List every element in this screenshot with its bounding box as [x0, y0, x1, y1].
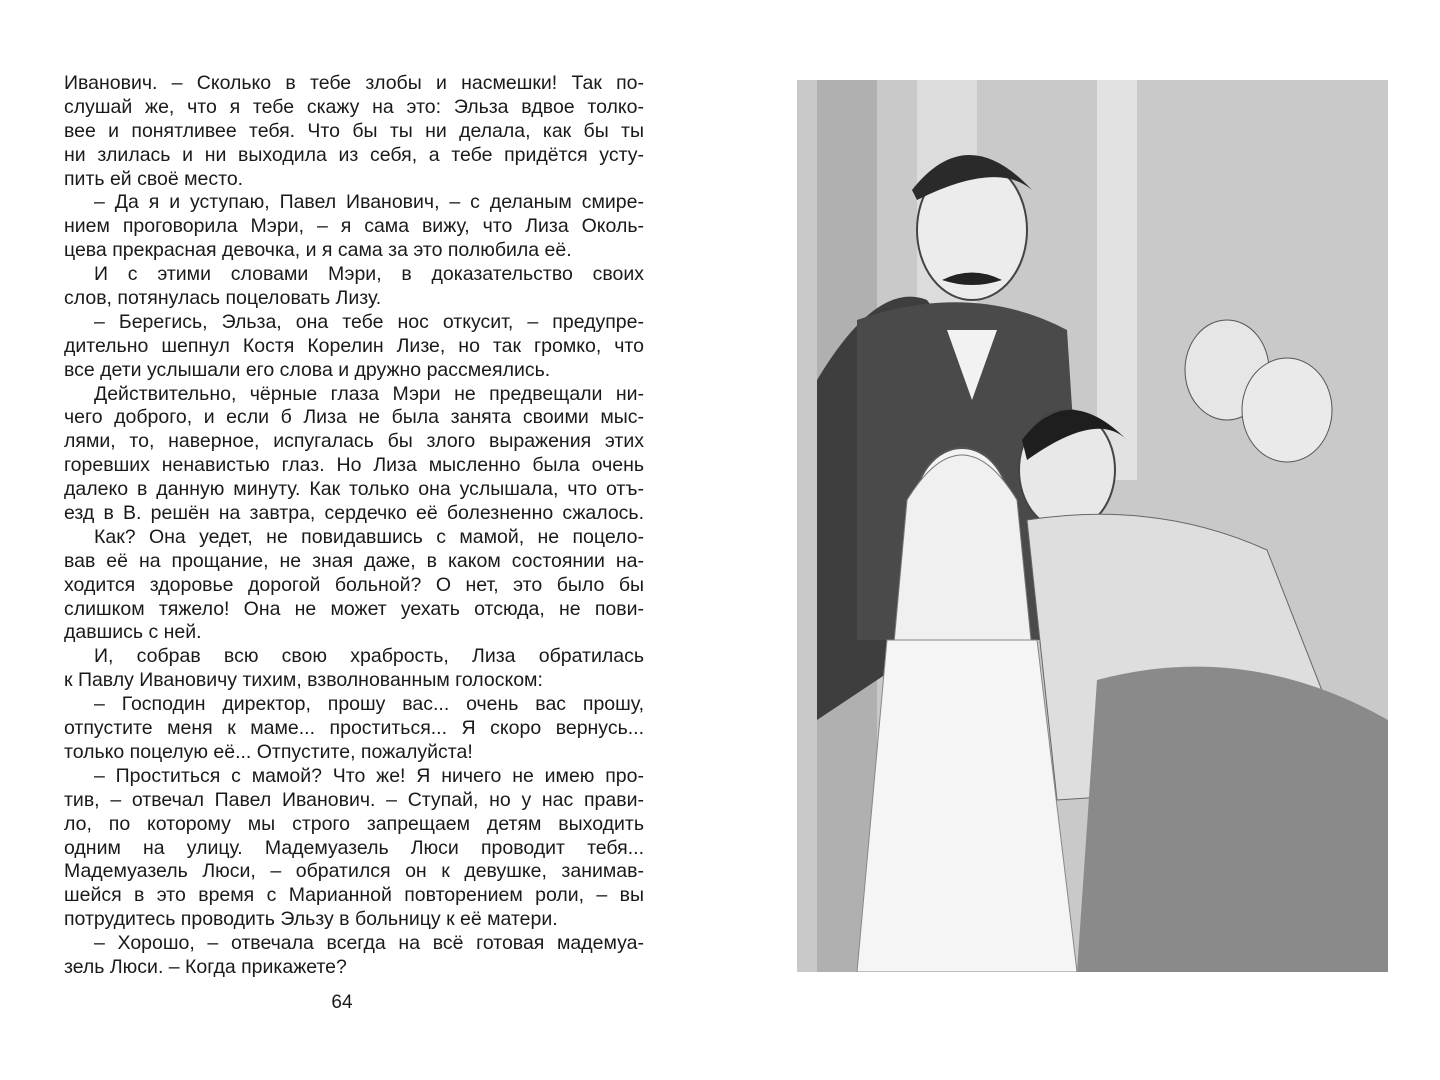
text-line: – Проститься с мамой? Что же! Я ничего не имею про- — [94, 764, 644, 787]
text-line: горевших ненавистью глаз. Но Лиза мысленно была очень — [64, 454, 644, 477]
text-line: тив, – отвечал Павел Иванович. – Ступай, но у нас прави- — [64, 788, 644, 811]
illustration-drawing — [797, 80, 1388, 972]
text-line: одним на улицу. Мадемуазель Люси проводит тебя... — [64, 836, 644, 859]
text-line: И, собрав всю свою храбрость, Лиза обратилась — [94, 645, 644, 668]
page-number: 64 — [331, 992, 353, 1013]
text-line: давшись с ней. — [64, 621, 202, 644]
text-line: пить ей своё место. — [64, 167, 244, 190]
text-line: цева прекрасная девочка, и я сама за это полюбила её. — [64, 239, 572, 262]
text-line: потрудитесь проводить Эльзу в больницу к её матери. — [64, 908, 558, 931]
text-line: только поцелую её... Отпустите, пожалуйста! — [64, 740, 473, 763]
text-line: ни злилась и ни выходила из себя, а тебе придётся усту- — [64, 143, 644, 166]
text-line: – Господин директор, прошу вас... очень вас прошу, — [94, 693, 644, 716]
text-line: – Хорошо, – отвечала всегда на всё готовая мадемуа- — [94, 932, 644, 955]
text-line: Иванович. – Сколько в тебе злобы и насмешки! Так по- — [64, 72, 644, 94]
illustration — [797, 80, 1388, 972]
text-line: Как? Она уедет, не повидавшись с мамой, не поцело- — [94, 525, 644, 548]
text-line: далеко в данную минуту. Как только она услышала, что отъ- — [64, 478, 644, 501]
text-line: шейся в это время с Марианной повторением роли, – вы — [64, 884, 644, 907]
text-line: слушай же, что я тебе скажу на это: Эльза вдвое толко- — [64, 95, 644, 118]
text-line: – Берегись, Эльза, она тебе нос откусит, – предупре- — [94, 310, 644, 333]
text-line: все дети услышали его слова и дружно рассмеялись. — [64, 358, 551, 381]
text-line: нием проговорила Мэри, – я сама вижу, что Лиза Околь- — [64, 215, 644, 238]
text-line: вее и понятливее тебя. Что бы ты ни делала, как бы ты — [64, 119, 644, 142]
text-line: дительно шепнул Костя Корелин Лизе, но так громко, что — [64, 334, 644, 357]
body-text — [64, 72, 644, 980]
text-line: Действительно, чёрные глаза Мэри не предвещали ни- — [94, 382, 644, 405]
text-line: лями, то, наверное, испугалась бы злого выражения этих — [64, 430, 644, 453]
text-line: Мадемуазель Люси, – обратился он к девушке, занимав- — [64, 860, 644, 883]
text-line: отпустите меня к маме... проститься... Я скоро вернусь... — [64, 717, 644, 740]
text-line: к Павлу Ивановичу тихим, взволнованным голоском: — [64, 669, 543, 692]
text-line: чего доброго, и если б Лиза не была занята своими мыс- — [64, 406, 644, 429]
text-line: слишком тяжело! Она не может уехать отсюда, не пови- — [64, 597, 644, 620]
text-line: вав её на прощание, не зная даже, в каком состоянии на- — [64, 549, 644, 572]
text-line: – Да я и уступаю, Павел Иванович, – с деланым смире- — [94, 191, 644, 214]
text-line: И с этими словами Мэри, в доказательство своих — [94, 263, 644, 286]
text-line: зель Люси. – Когда прикажете? — [64, 955, 347, 978]
text-line: езд в В. решён на завтра, сердечко её болезненно сжалось. — [64, 502, 644, 525]
text-line: ло, по которому мы строго запрещаем детям выходить — [64, 812, 644, 835]
text-line: ходится здоровье дорогой больной? О нет, это было бы — [64, 573, 644, 596]
text-line: слов, потянулась поцеловать Лизу. — [64, 287, 382, 310]
